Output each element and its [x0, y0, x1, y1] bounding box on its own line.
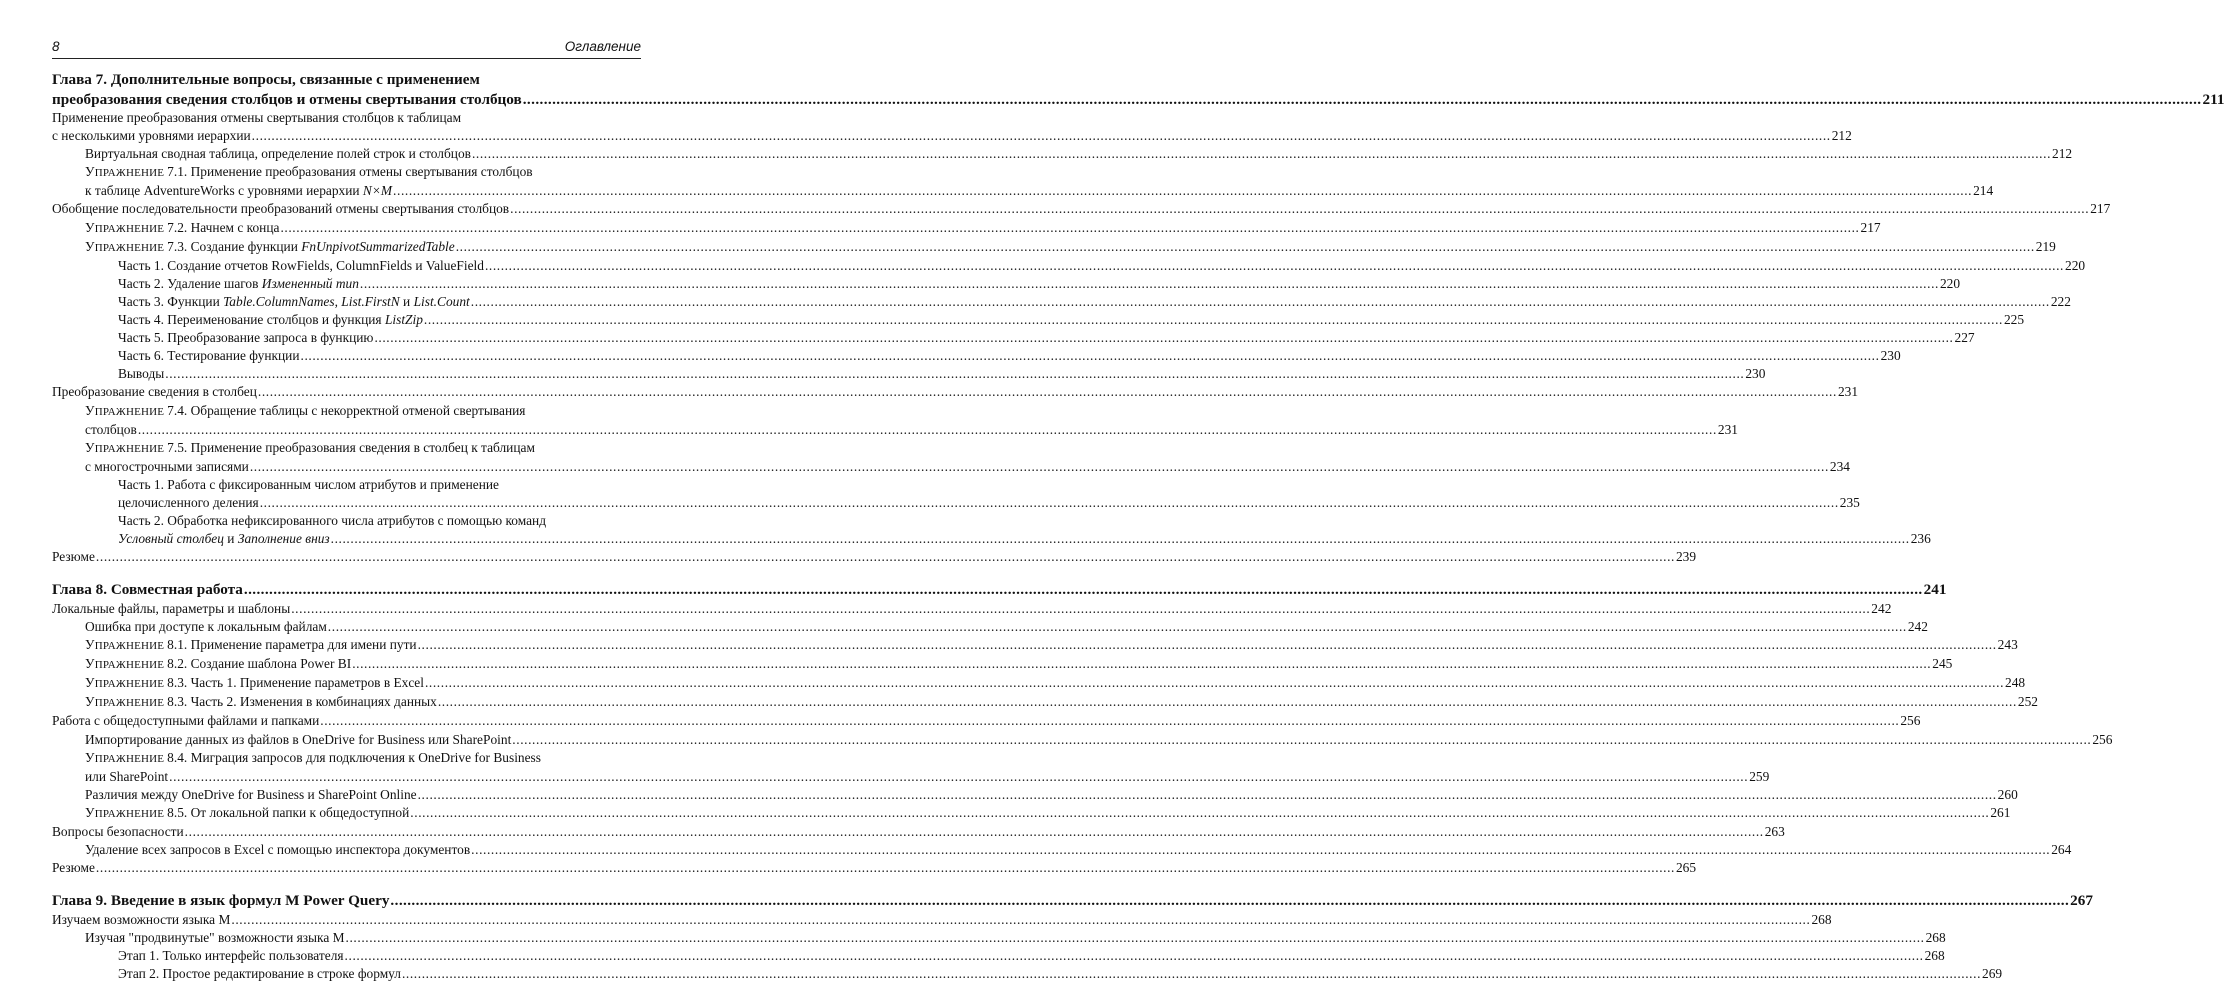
toc-entry-title — [52, 580, 243, 600]
leader-dots: ................................................................................................................................................................................................................................................................................................................................................................................................................ — [291, 600, 1871, 616]
toc-entry-title — [85, 693, 437, 712]
exercise-label-rest: ПРАЖНЕНИЕ — [94, 752, 165, 765]
toc-entry-text: столбцов — [85, 421, 137, 437]
exercise-label — [85, 637, 167, 653]
leader-dots: ................................................................................................................................................................................................................................................................................................................................................................................................................ — [344, 947, 1924, 963]
toc-entry-title-part: Глава 7. Дополнительные вопросы, связанные с применением — [52, 71, 480, 88]
toc-entry-title — [85, 731, 511, 749]
toc-entry-title — [85, 145, 471, 163]
toc-entry-title — [52, 200, 509, 218]
toc-entry-text: 8.3. Часть 2. Изменения в комбинациях данных — [167, 694, 437, 710]
exercise-label-cap: У — [85, 656, 95, 672]
toc-entry-text: Часть 1. Создание отчетов RowFields, ColumnFields и ValueField — [118, 257, 484, 273]
exercise-label-cap: У — [85, 238, 95, 254]
toc-entry-title-line — [85, 163, 641, 182]
toc-entry-italic: Измененный тип — [261, 275, 359, 291]
toc-entry-title — [52, 712, 319, 730]
toc-chapter-entry[interactable] — [52, 891, 2093, 911]
toc-entry-text: Виртуальная сводная таблица, определение полей строк и столбцов — [85, 146, 471, 162]
toc-entry[interactable] — [52, 804, 2011, 823]
exercise-label-rest: ПРАЖНЕНИЕ — [94, 678, 165, 691]
leader-dots: ................................................................................................................................................................................................................................................................................................................................................................................................................ — [512, 731, 2092, 747]
toc-entry-text: с многострочными записями — [85, 458, 249, 474]
toc-entry-text: Обобщение последовательности преобразований отмены свертывания столбцов — [52, 201, 510, 217]
toc-page-number: 256 — [2092, 731, 2113, 747]
toc-entry-title — [85, 786, 417, 804]
toc-entry[interactable] — [52, 731, 2113, 749]
toc-entry-text: Резюме — [52, 860, 95, 876]
toc-entry[interactable] — [52, 311, 2025, 329]
toc-page-number: 219 — [2035, 238, 2056, 254]
leader-dots: ................................................................................................................................................................................................................................................................................................................................................................................................................ — [470, 293, 2050, 309]
toc-page-number: 234 — [1829, 458, 1850, 474]
toc-entry-title — [118, 494, 259, 512]
leader-dots: ................................................................................................................................................................................................................................................................................................................................................................................................................ — [484, 257, 2064, 273]
toc-entry[interactable] — [52, 329, 1975, 347]
toc-entry[interactable] — [52, 200, 2111, 218]
toc-entry-text: целочисленного деления — [118, 494, 259, 510]
toc-entry[interactable] — [52, 823, 1785, 841]
leader-dots: ................................................................................................................................................................................................................................................................................................................................................................................................................ — [417, 786, 1997, 802]
toc-entry-text: 7.3. Создание функции — [167, 238, 302, 254]
toc-page-number: 252 — [2017, 694, 2038, 710]
toc-entry-title-line — [52, 70, 641, 90]
leader-dots: ................................................................................................................................................................................................................................................................................................................................................................................................................ — [249, 458, 1829, 474]
toc-entry-text: и — [223, 531, 238, 547]
toc-page-number: 268 — [1924, 947, 1945, 963]
toc-entry-title — [118, 365, 164, 383]
leader-dots: ................................................................................................................................................................................................................................................................................................................................................................................................................ — [330, 531, 1910, 547]
toc-entry-text: Преобразование сведения в столбец — [52, 384, 257, 400]
toc-page-number: 217 — [1860, 219, 1881, 235]
toc-entry-title-part: Применение преобразования отмены свертывания столбцов к таблицам — [52, 110, 462, 125]
leader-dots: ................................................................................................................................................................................................................................................................................................................................................................................................................ — [410, 804, 1990, 820]
toc-page-number: 235 — [1839, 494, 1860, 510]
exercise-label-cap: У — [85, 804, 95, 820]
exercise-label-cap: У — [85, 164, 95, 180]
toc-entry[interactable] — [52, 402, 1738, 439]
toc-entry[interactable] — [52, 749, 1770, 786]
toc-entry-title-line — [85, 402, 641, 421]
toc-entry-title — [85, 618, 327, 636]
toc-entry[interactable] — [52, 365, 1766, 383]
toc-page-number: 220 — [1939, 275, 1961, 291]
toc-entry[interactable] — [52, 275, 1961, 293]
toc-page-number: 263 — [1764, 823, 1785, 839]
leader-dots: ................................................................................................................................................................................................................................................................................................................................................................................................................ — [471, 842, 2051, 858]
toc-entry-text: Резюме — [52, 549, 95, 565]
exercise-label-rest: ПРАЖНЕНИЕ — [94, 442, 165, 455]
toc-entry[interactable] — [52, 145, 2073, 163]
toc-entry-text: и — [399, 293, 414, 309]
toc-entry[interactable] — [52, 636, 2018, 655]
toc-page-number: 231 — [1717, 421, 1738, 437]
toc-page-number: 236 — [1910, 531, 1931, 547]
toc-entry-title — [52, 600, 290, 618]
toc-entry-text: Различия между OneDrive for Business и SharePoint Online — [85, 786, 417, 802]
toc-entry-text: 8.1. Применение параметра для имени пути — [167, 637, 417, 653]
toc-page-number: 211 — [2202, 90, 2224, 108]
toc-entry-title-part: 7.5. Применение преобразования сведения в столбец к таблицам — [167, 439, 535, 455]
toc-page-number: 264 — [2051, 842, 2072, 858]
toc-page-number: 259 — [1749, 768, 1770, 784]
toc-entry-title-line — [85, 439, 641, 458]
toc-entry-title-part: Часть 1. Работа с фиксированным числом атрибутов и применение — [118, 476, 500, 492]
toc-entry-title — [85, 421, 137, 439]
leader-dots: ................................................................................................................................................................................................................................................................................................................................................................................................................ — [259, 494, 1839, 510]
exercise-label-rest: ПРАЖНЕНИЕ — [94, 807, 165, 820]
toc-entry[interactable] — [52, 512, 1931, 548]
toc-entry-italic: Условный столбец — [118, 531, 224, 547]
exercise-label — [85, 402, 167, 418]
toc-entry-title — [85, 655, 351, 674]
toc-entry-text: Изучая "продвинутые" возможности языка M — [85, 929, 345, 945]
toc-entry-title — [118, 329, 373, 347]
toc-entry-text: , — [334, 293, 342, 309]
toc-entry-title — [52, 823, 184, 841]
toc-page-number: 220 — [2065, 257, 2086, 273]
leader-dots: ................................................................................................................................................................................................................................................................................................................................................................................................................ — [374, 330, 1954, 346]
toc-chapter-entry[interactable] — [52, 580, 1947, 600]
toc-entry-title-part: 8.4. Миграция запросов для подключения к OneDrive for Business — [167, 749, 541, 765]
toc-entry-title — [85, 674, 424, 693]
toc-entry-italic: N×M — [362, 183, 393, 199]
toc-entry[interactable] — [52, 655, 1953, 674]
toc-entry-text: Часть 5. Преобразование запроса в функцию — [118, 330, 374, 346]
toc-page-number: 227 — [1954, 330, 1975, 346]
toc-entry-title — [52, 383, 257, 401]
toc-page-number: 230 — [1880, 348, 1901, 364]
toc-entry-text: Часть 6. Тестирование функции — [118, 348, 300, 364]
toc-entry[interactable] — [52, 947, 1945, 965]
toc-entry-italic: Table.ColumnNames — [223, 293, 335, 309]
toc-page-number: 225 — [2003, 312, 2025, 328]
toc-entry[interactable] — [52, 786, 2018, 804]
exercise-label — [85, 439, 167, 455]
toc-entry-text: Часть 3. Функции — [118, 293, 224, 309]
toc-entry-title-part: Часть 2. Обработка нефиксированного числа атрибутов с помощью команд — [118, 513, 547, 529]
exercise-label-cap: У — [85, 694, 95, 710]
toc-entry-title — [118, 965, 401, 983]
page-number: 8 — [52, 39, 60, 54]
toc-entry-text: Работа с общедоступными файлами и папками — [52, 713, 320, 729]
toc-page-number: 222 — [2050, 293, 2071, 309]
toc-page-number: 265 — [1675, 860, 1697, 876]
toc-entry-text: Глава 8. Совместная работа — [52, 581, 243, 599]
toc-entry-title — [118, 347, 300, 365]
toc-entry[interactable] — [52, 383, 1859, 401]
exercise-label — [85, 694, 167, 710]
toc-entry-title — [85, 219, 279, 238]
leader-dots: ................................................................................................................................................................................................................................................................................................................................................................................................................ — [169, 768, 1749, 784]
leader-dots: ................................................................................................................................................................................................................................................................................................................................................................................................................ — [352, 656, 1932, 672]
toc-entry-title — [85, 458, 249, 476]
toc-entry[interactable] — [52, 965, 2003, 983]
toc-entry[interactable] — [52, 600, 1892, 618]
toc-entry-italic: List.FirstN — [341, 293, 400, 309]
toc-page-number: 268 — [1925, 929, 1946, 945]
leader-dots: ................................................................................................................................................................................................................................................................................................................................................................................................................ — [137, 421, 1717, 437]
exercise-label-rest: ПРАЖНЕНИЕ — [94, 222, 165, 235]
leader-dots: ................................................................................................................................................................................................................................................................................................................................................................................................................ — [471, 146, 2052, 162]
exercise-label-rest: ПРАЖНЕНИЕ — [94, 167, 165, 180]
leader-dots: ................................................................................................................................................................................................................................................................................................................................................................................................................ — [300, 348, 1880, 364]
leader-dots: ................................................................................................................................................................................................................................................................................................................................................................................................................ — [424, 675, 2005, 691]
running-head — [52, 38, 641, 59]
toc-entry-title — [85, 238, 455, 257]
toc-entry-text: Локальные файлы, параметры и шаблоны — [52, 600, 291, 616]
table-of-contents — [52, 66, 2224, 983]
leader-dots: ................................................................................................................................................................................................................................................................................................................................................................................................................ — [327, 618, 1907, 634]
toc-page-number: 241 — [1923, 581, 1947, 599]
toc-entry-text: Часть 2. Удаление шагов — [118, 275, 262, 291]
exercise-label — [85, 804, 167, 820]
exercise-label-rest: ПРАЖНЕНИЕ — [94, 405, 165, 418]
leader-dots: ................................................................................................................................................................................................................................................................................................................................................................................................................ — [95, 860, 1675, 876]
toc-page-number: 231 — [1837, 384, 1859, 400]
toc-page-number: 239 — [1675, 549, 1697, 565]
leader-dots: ................................................................................................................................................................................................................................................................................................................................................................................................................ — [359, 275, 1939, 291]
toc-page-number: 212 — [2052, 146, 2073, 162]
toc-entry[interactable] — [52, 911, 1832, 929]
toc-entry-title — [85, 182, 392, 200]
toc-page-number: 214 — [1973, 183, 1994, 199]
leader-dots: ................................................................................................................................................................................................................................................................................................................................................................................................................ — [437, 694, 2017, 710]
leader-dots: ................................................................................................................................................................................................................................................................................................................................................................................................................ — [423, 312, 2003, 328]
exercise-label-rest: ПРАЖНЕНИЕ — [94, 640, 165, 653]
leader-dots: ................................................................................................................................................................................................................................................................................................................................................................................................................ — [455, 238, 2035, 254]
exercise-label — [85, 219, 167, 235]
toc-page-number: 242 — [1907, 618, 1928, 634]
toc-entry-title — [85, 841, 470, 859]
toc-entry-text: к таблице AdventureWorks с уровнями иерархии — [85, 183, 363, 199]
exercise-label-rest: ПРАЖНЕНИЕ — [94, 659, 165, 672]
exercise-label — [85, 164, 167, 180]
toc-entry[interactable] — [52, 238, 2056, 257]
toc-page-number: 217 — [2090, 201, 2111, 217]
toc-entry[interactable] — [52, 439, 1850, 476]
toc-page-number: 242 — [1871, 600, 1892, 616]
leader-dots: ................................................................................................................................................................................................................................................................................................................................................................................................................ — [95, 549, 1675, 565]
toc-page-number: 267 — [2070, 892, 2093, 910]
toc-entry-text: Импортирование данных из файлов в OneDrive for Business или SharePoint — [85, 731, 512, 747]
toc-entry[interactable] — [52, 618, 1928, 636]
toc-entry-title — [52, 859, 95, 877]
leader-dots: ................................................................................................................................................................................................................................................................................................................................................................................................................ — [417, 637, 1997, 653]
toc-entry-title — [52, 911, 230, 929]
exercise-label-cap: У — [85, 675, 95, 691]
leader-dots: ................................................................................................................................................................................................................................................................................................................................................................................................................ — [243, 581, 1923, 599]
toc-page-number: 245 — [1932, 656, 1953, 672]
exercise-label-cap: У — [85, 439, 95, 455]
toc-page-number: 248 — [2005, 675, 2026, 691]
toc-entry[interactable] — [52, 476, 1860, 512]
toc-entry[interactable] — [52, 219, 1881, 238]
toc-entry-text: Изучаем возможности языка M — [52, 911, 231, 927]
toc-entry-title — [85, 768, 168, 786]
leader-dots: ................................................................................................................................................................................................................................................................................................................................................................................................................ — [401, 966, 1982, 982]
toc-entry[interactable] — [52, 548, 1697, 566]
exercise-label — [85, 238, 167, 254]
toc-chapter-entry[interactable] — [52, 70, 2224, 109]
toc-entry-title — [118, 275, 359, 293]
toc-entry[interactable] — [52, 293, 2071, 311]
toc-page-number: 256 — [1900, 713, 1921, 729]
toc-page-number: 260 — [1997, 786, 2018, 802]
toc-page-number: 243 — [1997, 637, 2018, 653]
toc-entry-title — [52, 548, 95, 566]
toc-entry-text: преобразования сведения столбцов и отмены свертывания столбцов — [52, 90, 522, 108]
exercise-label-cap: У — [85, 637, 95, 653]
leader-dots: ................................................................................................................................................................................................................................................................................................................................................................................................................ — [165, 366, 1745, 382]
toc-entry-text: Выводы — [118, 366, 165, 382]
leader-dots: ................................................................................................................................................................................................................................................................................................................................................................................................................ — [184, 823, 1764, 839]
toc-entry-text: Удаление всех запросов в Excel с помощью инспектора документов — [85, 842, 471, 858]
toc-entry-title — [118, 947, 344, 965]
exercise-label-rest: ПРАЖНЕНИЕ — [94, 241, 165, 254]
toc-page-number: 261 — [1990, 804, 2011, 820]
toc-entry[interactable] — [52, 841, 2072, 859]
toc-entry-text: 8.2. Создание шаблона Power BI — [167, 656, 352, 672]
toc-page-number: 212 — [1831, 128, 1852, 144]
leader-dots: ................................................................................................................................................................................................................................................................................................................................................................................................................ — [390, 892, 2070, 910]
exercise-label-cap: У — [85, 219, 95, 235]
toc-entry-italic: ListZip — [384, 312, 423, 328]
toc-entry-italic: Заполнение вниз — [237, 531, 330, 547]
exercise-label-cap: У — [85, 402, 95, 418]
toc-entry[interactable] — [52, 163, 1994, 200]
toc-entry[interactable] — [52, 109, 1852, 145]
toc-entry-text: Глава 9. Введение в язык формул M Power Query — [52, 892, 390, 910]
toc-entry-title-part: 7.1. Применение преобразования отмены свертывания столбцов — [167, 164, 533, 180]
toc-entry-text: Этап 2. Простое редактирование в строке формул — [118, 966, 401, 982]
exercise-label — [85, 656, 167, 672]
toc-entry-title — [85, 804, 409, 823]
toc-entry-title-line — [118, 476, 641, 494]
toc-entry-text: 8.5. От локальной папки к общедоступной — [167, 804, 410, 820]
toc-entry-title — [118, 311, 423, 329]
toc-entry-text: с несколькими уровнями иерархии — [52, 128, 251, 144]
toc-page-number: 230 — [1745, 366, 1766, 382]
running-title: Оглавление — [564, 39, 641, 54]
leader-dots: ................................................................................................................................................................................................................................................................................................................................................................................................................ — [257, 384, 1837, 400]
toc-entry-title — [85, 929, 345, 947]
toc-entry[interactable] — [52, 693, 2038, 712]
leader-dots: ................................................................................................................................................................................................................................................................................................................................................................................................................ — [231, 911, 1811, 927]
leader-dots: ................................................................................................................................................................................................................................................................................................................................................................................................................ — [393, 183, 1973, 199]
exercise-label — [85, 749, 167, 765]
toc-entry[interactable] — [52, 674, 2026, 693]
toc-entry-title — [85, 636, 417, 655]
leader-dots: ................................................................................................................................................................................................................................................................................................................................................................................................................ — [522, 90, 2202, 108]
leader-dots: ................................................................................................................................................................................................................................................................................................................................................................................................................ — [345, 929, 1925, 945]
toc-entry-italic: List.Count — [413, 293, 470, 309]
toc-entry-text: или SharePoint — [85, 768, 169, 784]
toc-entry-text: Вопросы безопасности — [52, 823, 184, 839]
toc-entry-title — [118, 293, 470, 311]
toc-entry[interactable] — [52, 929, 1946, 947]
toc-entry-title-line — [118, 512, 641, 530]
toc-entry-title — [52, 127, 251, 145]
exercise-label — [85, 675, 167, 691]
toc-page-number: 268 — [1811, 911, 1832, 927]
leader-dots: ................................................................................................................................................................................................................................................................................................................................................................................................................ — [320, 713, 1900, 729]
toc-entry[interactable] — [52, 257, 2086, 275]
leader-dots: ................................................................................................................................................................................................................................................................................................................................................................................................................ — [280, 219, 1860, 235]
toc-entry[interactable] — [52, 859, 1697, 877]
exercise-label-rest: ПРАЖНЕНИЕ — [94, 697, 165, 710]
toc-entry-text: Этап 1. Только интерфейс пользователя — [118, 947, 344, 963]
toc-page-number: 269 — [1982, 966, 2003, 982]
toc-entry-text: Часть 4. Переименование столбцов и функция — [118, 312, 385, 328]
toc-entry-italic: FnUnpivotSummarizedTable — [301, 238, 455, 254]
toc-entry-text: 8.3. Часть 1. Применение параметров в Excel — [167, 675, 424, 691]
toc-entry-title-part: 7.4. Обращение таблицы с некорректной отменой свертывания — [167, 402, 526, 418]
toc-entry-title — [52, 891, 389, 911]
toc-entry[interactable] — [52, 347, 1901, 365]
toc-entry[interactable] — [52, 712, 1921, 730]
leader-dots: ................................................................................................................................................................................................................................................................................................................................................................................................................ — [510, 201, 2090, 217]
toc-entry-text: 7.2. Начнем с конца — [167, 219, 280, 235]
toc-entry-text: Ошибка при доступе к локальным файлам — [85, 618, 327, 634]
toc-entry-title — [52, 90, 522, 110]
toc-entry-title-line — [85, 749, 641, 768]
leader-dots: ................................................................................................................................................................................................................................................................................................................................................................................................................ — [251, 128, 1831, 144]
toc-entry-title — [118, 257, 484, 275]
toc-entry-title-line — [52, 109, 641, 127]
toc-entry-title — [118, 530, 330, 548]
exercise-label-cap: У — [85, 749, 95, 765]
